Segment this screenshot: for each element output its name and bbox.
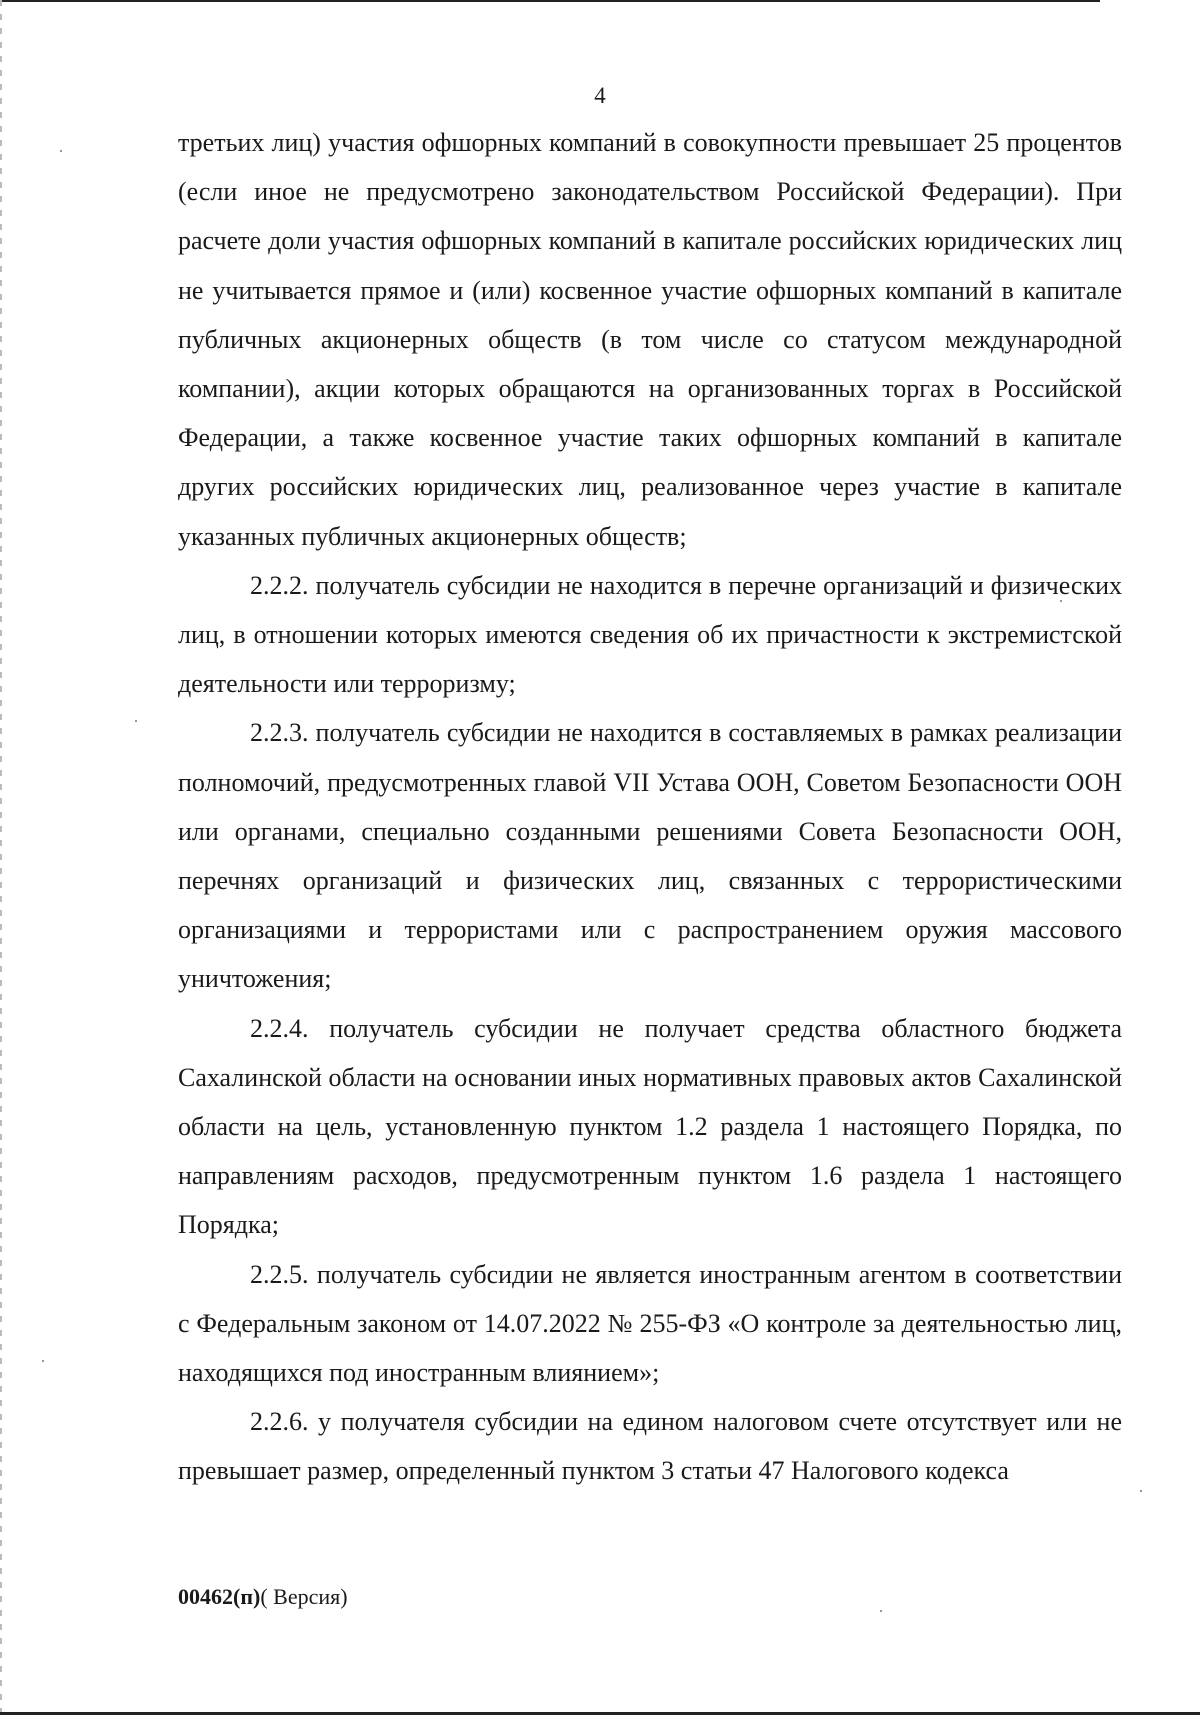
scan-speck bbox=[60, 150, 62, 152]
paragraph-2-2-3: 2.2.3. получатель субсидии не находится в составляемых в рамках реализации полномочий, предусмотренных главой VII Устава ООН, Советом Безопасности ООН или органами, специально созданными решениями Совета Безопасности ООН, перечнях организаций и физических лиц, связанных с террористическими организациями и террористами или с распространением оружия массового уничтожения; bbox=[178, 718, 1122, 994]
scan-speck bbox=[880, 1610, 882, 1612]
document-code: 00462(п) bbox=[178, 1584, 261, 1609]
paragraph-2-2-2: 2.2.2. получатель субсидии не находится в перечне организаций и физических лиц, в отношении которых имеются сведения об их причастности к экстремистской деятельности или терроризму; bbox=[178, 570, 1122, 699]
page-number: 4 bbox=[594, 83, 606, 108]
scan-edge-top bbox=[0, 0, 1100, 2]
scan-edge-left bbox=[0, 0, 2, 1719]
paragraph-continuation: третьих лиц) участия офшорных компаний в совокупности превышает 25 процентов (если иное не предусмотрено законодательством Российской Федерации). При расчете доли участия офшорных компаний в капитале российских юридических лиц не учитывается прямое и (или) косвенное участие офшорных компаний в капитале публичных акционерных обществ (в том числе со статусом международной компании), акции которых обращаются на организованных торгах в Российской Федерации, а также косвенное участие таких офшорных компаний в капитале других российских юридических лиц, реализованное через участие в капитале указанных публичных акционерных обществ; bbox=[178, 128, 1122, 551]
scan-speck bbox=[1140, 1490, 1142, 1492]
document-footer bbox=[178, 1583, 348, 1611]
paragraph-2-2-5: 2.2.5. получатель субсидии не является иностранным агентом в соответствии с Федеральным законом от 14.07.2022 № 255-ФЗ «О контроле за деятельностью лиц, находящихся под иностранным влиянием»; bbox=[178, 1259, 1122, 1388]
document-version: ( Версия) bbox=[260, 1584, 348, 1609]
scan-speck bbox=[135, 720, 137, 722]
document-body bbox=[178, 118, 1122, 1496]
scan-speck bbox=[42, 1360, 44, 1362]
paragraph-2-2-6: 2.2.6. у получателя субсидии на едином налоговом счете отсутствует или не превышает размер, определенный пунктом 3 статьи 47 Налогового кодекса bbox=[178, 1407, 1122, 1486]
scan-edge-bottom bbox=[0, 1712, 1200, 1715]
scan-speck bbox=[1060, 600, 1062, 602]
paragraph-2-2-4: 2.2.4. получатель субсидии не получает средства областного бюджета Сахалинской области на основании иных нормативных правовых актов Сахалинской области на цель, установленную пунктом 1.2 раздела 1 настоящего Порядка, по направлениям расходов, предусмотренным пунктом 1.6 раздела 1 настоящего Порядка; bbox=[178, 1013, 1122, 1240]
